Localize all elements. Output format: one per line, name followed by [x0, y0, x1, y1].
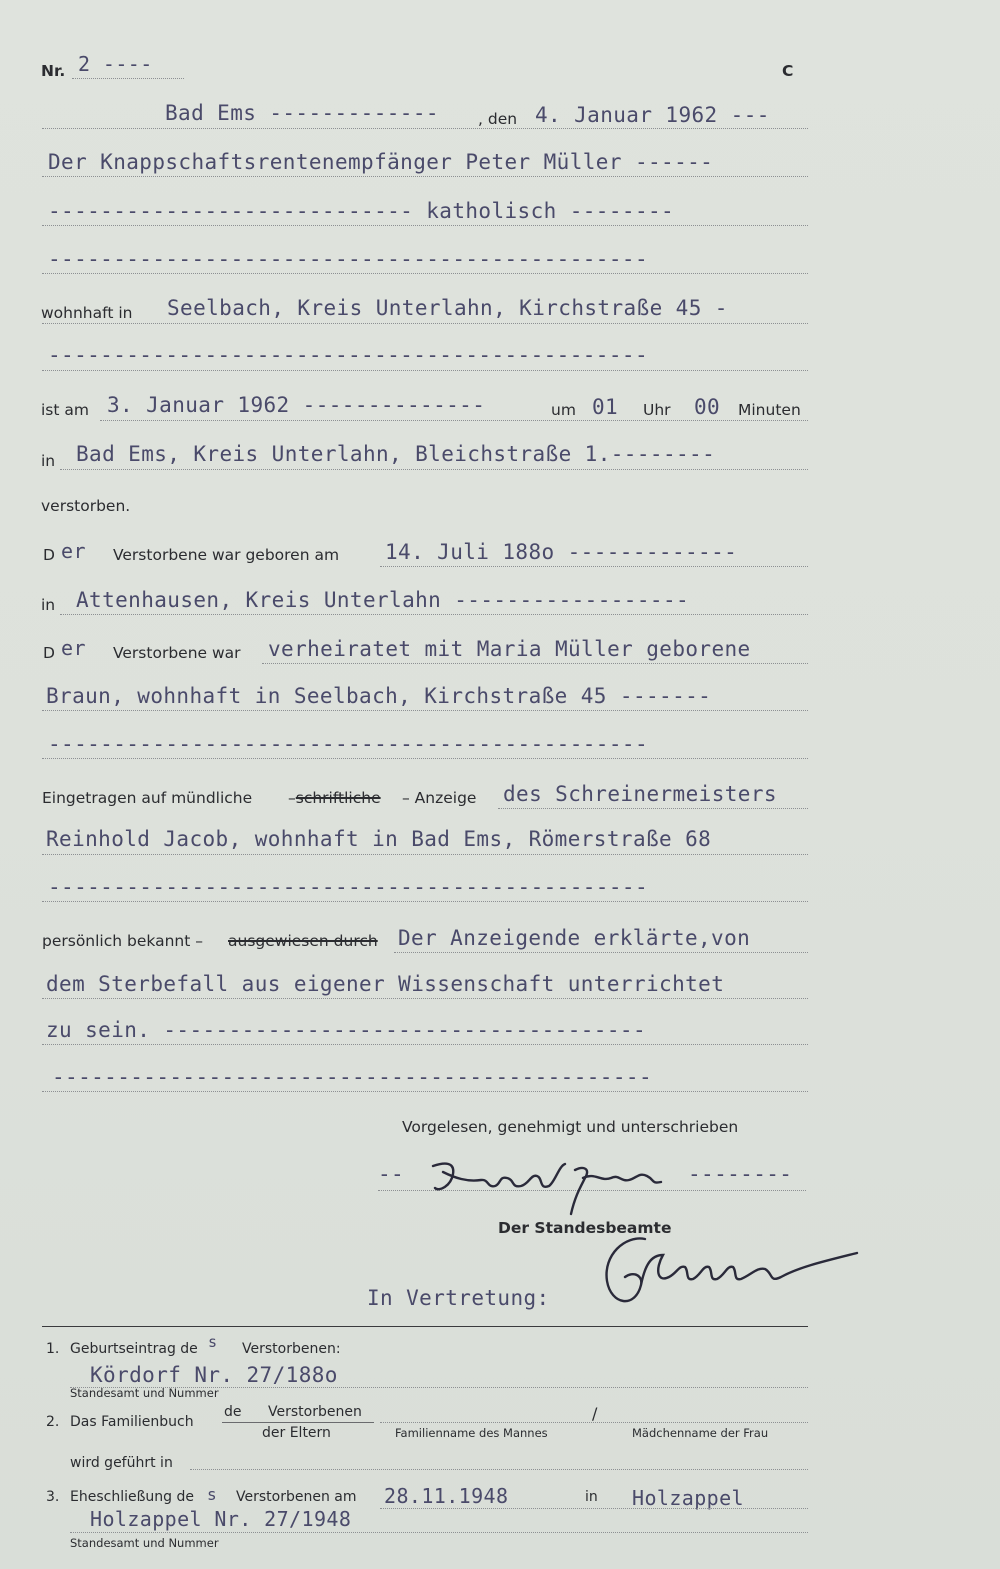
anzeige-label: – Anzeige: [402, 789, 477, 807]
in-vertretung-label: In Vertretung:: [367, 1286, 550, 1310]
struck-schriftliche: schriftliche: [295, 789, 381, 807]
family-name-husband-label: Familienname des Mannes: [395, 1426, 548, 1440]
death-place-dotline: [60, 469, 808, 470]
religion-line: ---------------------------- katholisch --------: [48, 199, 675, 223]
death-date-label: ist am: [41, 401, 89, 419]
death-date: 3. Januar 1962 --------------: [107, 393, 486, 417]
marital-dotline-3: [42, 758, 808, 759]
death-minute: 00: [694, 395, 721, 419]
death-place-label: in: [41, 452, 56, 470]
minuten-label: Minuten: [738, 401, 801, 419]
marital-filler-line: ----------------------------------------------: [48, 732, 648, 756]
birth-d-label: D: [43, 546, 55, 564]
marriage-in-label: in: [585, 1489, 598, 1505]
struck-ausgewiesen: ausgewiesen durch: [228, 932, 378, 950]
death-place: Bad Ems, Kreis Unterlahn, Bleichstraße 1.--------: [76, 442, 716, 466]
person-dotline-2: [42, 225, 808, 226]
identity-label: persönlich bekannt –: [42, 932, 203, 950]
residence-dotline-2: [42, 370, 808, 371]
informant-signature: [425, 1152, 675, 1222]
marriage-place: Holzappel: [632, 1486, 744, 1510]
read-approved-signed: Vorgelesen, genehmigt und unterschrieben: [402, 1118, 739, 1136]
birth-date: 14. Juli 188o -------------: [385, 540, 738, 564]
footnote-2-number: 2.: [46, 1414, 60, 1430]
family-book-verstorbenen: Verstorbenen: [268, 1404, 362, 1420]
family-book-label: Das Familienbuch: [70, 1414, 194, 1430]
nr-value: 2 ----: [78, 52, 153, 76]
place-of-registration: Bad Ems -------------: [165, 101, 439, 125]
family-book-fraction-line: [222, 1422, 374, 1423]
marital-dotline-1: [262, 663, 808, 664]
identity-dotline-2: [42, 998, 808, 999]
footnote-1-number: 1.: [46, 1341, 60, 1357]
family-book-dotline: [380, 1422, 808, 1423]
informant-occupation: des Schreinermeisters: [503, 782, 777, 806]
residence-filler-line: ----------------------------------------------: [48, 343, 648, 367]
informant-name-address: Reinhold Jacob, wohnhaft in Bad Ems, Römerstraße 68: [46, 827, 712, 851]
residence-label: wohnhaft in: [41, 304, 133, 322]
footnote-3-number: 3.: [46, 1489, 60, 1505]
registration-struck-label: –schriftliche: [288, 789, 381, 807]
person-dotline-1: [42, 176, 808, 177]
birth-entry-label-a: Geburtseintrag de: [70, 1341, 198, 1357]
marriage-s: s: [207, 1485, 218, 1504]
wird-gefuehrt-dotline: [190, 1469, 808, 1470]
spouse-address: Braun, wohnhaft in Seelbach, Kirchstraße 45 -------: [46, 684, 712, 708]
marital-text-label: Verstorbene war: [113, 644, 241, 662]
nr-dotline: [72, 78, 184, 79]
residence-dotline-1: [42, 323, 808, 324]
wird-gefuehrt-label: wird geführt in: [70, 1455, 173, 1471]
birth-entry-value: Kördorf Nr. 27/188o: [90, 1363, 338, 1387]
marital-dotline-2: [42, 710, 808, 711]
marriage-label-b: Verstorbenen am: [236, 1489, 357, 1505]
verstorben-label: verstorben.: [41, 497, 131, 515]
registrar-label: Der Standesbeamte: [498, 1219, 672, 1237]
birth-place-dotline: [60, 614, 808, 615]
identity-dotline-1: [394, 952, 808, 953]
statement-filler-line: ----------------------------------------------: [52, 1065, 652, 1089]
statement-line-2: dem Sterbefall aus eigener Wissenschaft unterrichtet: [46, 972, 725, 996]
birth-entry-label-b: Verstorbenen:: [242, 1341, 341, 1357]
marriage-registry: Holzappel Nr. 27/1948: [90, 1507, 352, 1531]
signature-dashes-left: --: [378, 1162, 405, 1186]
person-filler-line: ----------------------------------------------: [48, 247, 648, 271]
registrar-signature: [585, 1225, 870, 1320]
residence-address: Seelbach, Kreis Unterlahn, Kirchstraße 45 -: [167, 296, 728, 320]
birth-text-label: Verstorbene war geboren am: [113, 546, 340, 564]
birth-place: Attenhausen, Kreis Unterlahn ------------------: [76, 588, 690, 612]
marriage-date: 28.11.1948: [384, 1484, 509, 1508]
family-book-de: de: [224, 1404, 242, 1420]
um-label: um: [551, 401, 576, 419]
person-dotline-3: [42, 273, 808, 274]
registration-label: Eingetragen auf mündliche: [42, 789, 253, 807]
standesamt-label-1: Standesamt und Nummer: [70, 1386, 219, 1400]
family-book-eltern: der Eltern: [262, 1425, 331, 1441]
birth-er-typed: er: [61, 539, 86, 563]
statement-line-3: zu sein. -------------------------------------: [46, 1018, 646, 1042]
identity-dotline-4: [42, 1091, 808, 1092]
registration-filler-line: ----------------------------------------------: [48, 875, 648, 899]
birth-place-label: in: [41, 596, 56, 614]
nr-label: Nr.: [41, 62, 66, 80]
marriage-registry-dotline: [70, 1532, 808, 1533]
birth-date-dotline: [380, 566, 808, 567]
place-dotline: [42, 128, 808, 129]
footnote-separator: [42, 1326, 808, 1327]
marital-er-typed: er: [61, 636, 86, 660]
marriage-label-a: Eheschließung de: [70, 1489, 194, 1505]
marital-d-label: D: [43, 644, 55, 662]
signature-dashes-right: --------: [688, 1162, 793, 1186]
uhr-label: Uhr: [643, 401, 671, 419]
birth-entry-s: s: [208, 1333, 218, 1351]
maiden-name-wife-label: Mädchenname der Frau: [632, 1426, 769, 1440]
registration-dotline-2: [42, 854, 808, 855]
marriage-dotline: [380, 1508, 808, 1509]
series-letter: C: [782, 62, 794, 80]
death-hour: 01: [592, 395, 619, 419]
deceased-name-line: Der Knappschaftsrentenempfänger Peter Müller ------: [48, 150, 714, 174]
family-book-slash: /: [592, 1404, 598, 1423]
identity-dotline-3: [42, 1044, 808, 1045]
registration-dotline-3: [42, 901, 808, 902]
death-date-dotline: [100, 420, 808, 421]
marital-status: verheiratet mit Maria Müller geborene: [268, 637, 751, 661]
informant-statement: Der Anzeigende erklärte,von: [398, 926, 751, 950]
registration-dotline-1: [498, 808, 808, 809]
den-label: , den: [478, 110, 518, 128]
registration-date: 4. Januar 1962 ---: [535, 103, 770, 127]
standesamt-label-2: Standesamt und Nummer: [70, 1536, 219, 1550]
